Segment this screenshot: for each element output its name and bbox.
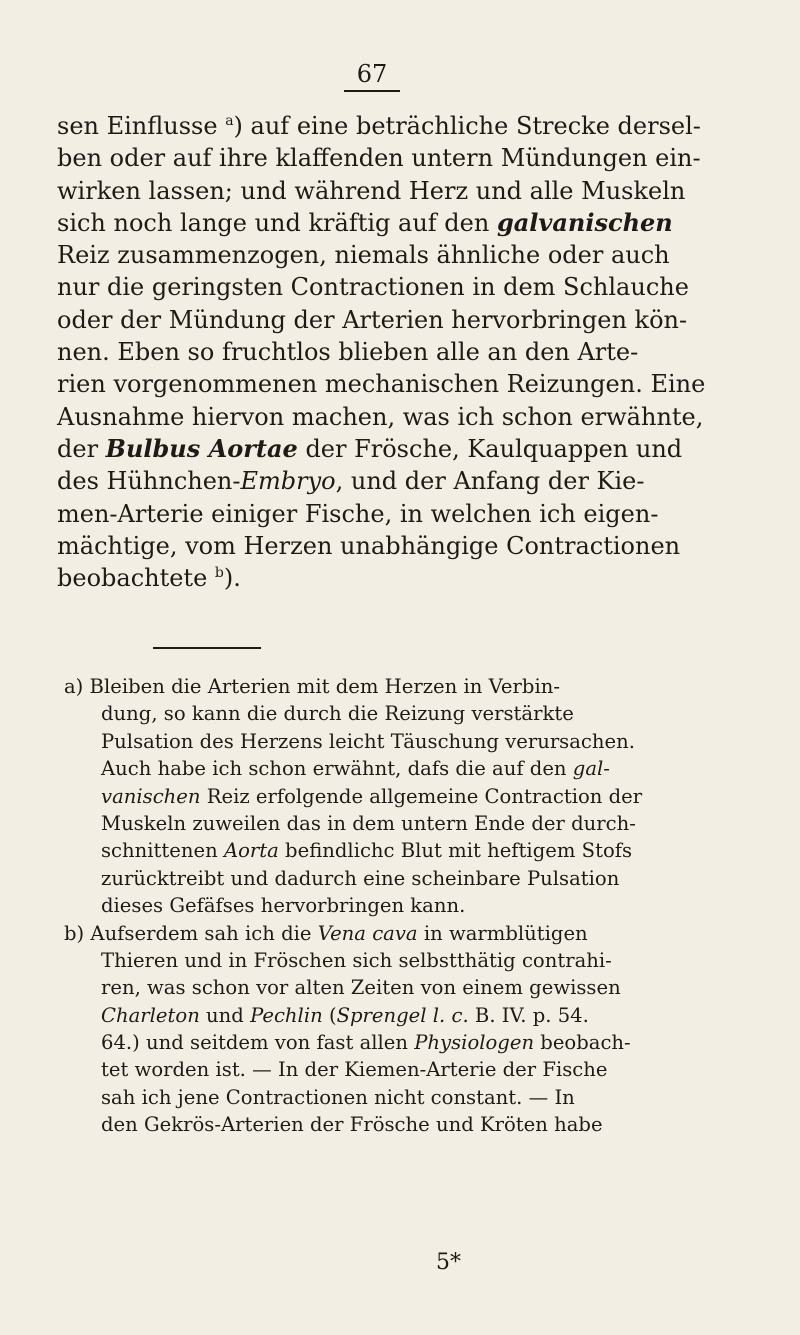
footnote-line: Thieren und in Fröschen sich selbstthätig contrahi- <box>101 948 612 972</box>
emphasis: Charleton <box>101 1003 200 1027</box>
emphasis: Bulbus Aortae <box>105 433 298 463</box>
footnote-line: b) Aufserdem sah ich die Vena cava in warmblütigen <box>64 921 588 945</box>
footnote-line: zurücktreibt und dadurch eine scheinbare Pulsation <box>101 866 620 890</box>
text-line: rien vorgenommenen mechanischen Reizungen. Eine <box>57 370 706 399</box>
footnote-line: Pulsation des Herzens leicht Täuschung verursachen. <box>101 729 635 753</box>
footnote-line: tet worden ist. — In der Kiemen-Arterie der Fische <box>101 1058 608 1082</box>
footnote-ref-a: a <box>225 113 234 129</box>
footnote-line: Auch habe ich schon erwähnt, dafs die auf den gal- <box>101 757 610 781</box>
footnote-line: Charleton und Pechlin (Sprengel l. c. B. IV. p. 54. <box>101 1003 589 1027</box>
emphasis: Pechlin <box>250 1003 323 1027</box>
footnote-line: dieses Gefäfses hervorbringen kann. <box>101 894 466 918</box>
text-line: sich noch lange und kräftig auf den galvanischen <box>57 207 673 237</box>
footnote-line: sah ich jene Contractionen nicht constant. — In <box>101 1085 575 1109</box>
page-number-underline <box>344 90 400 92</box>
text-line: ben oder auf ihre klaffenden untern Mündungen ein- <box>57 144 701 173</box>
emphasis: galvanischen <box>496 207 673 237</box>
text-line: beobachtete $^b$). <box>57 564 241 593</box>
footnote-b <box>64 920 714 1139</box>
footnote-separator <box>153 647 261 649</box>
footnotes <box>64 673 714 1139</box>
footnote-line: schnittenen Aorta befindlichc Blut mit heftigem Stofs <box>101 839 633 863</box>
footnote-line: ren, was schon vor alten Zeiten von einem gewissen <box>101 976 621 1000</box>
text-line: der Bulbus Aortae der Frösche, Kaulquappen und <box>57 433 683 463</box>
emphasis: Embryo <box>240 467 336 496</box>
emphasis: Aorta <box>223 839 279 863</box>
emphasis: vanischen <box>101 784 201 808</box>
footnote-line: a) Bleiben die Arterien mit dem Herzen in Verbin- <box>64 675 560 698</box>
signature-mark: 5* <box>436 1250 461 1275</box>
footnote-ref-b: b <box>214 565 224 582</box>
main-text <box>57 110 707 594</box>
text-line: nur die geringsten Contractionen in dem Schlauche <box>57 273 689 302</box>
emphasis: Vena cava <box>317 921 418 945</box>
emphasis: gal- <box>572 757 610 781</box>
text-line: mächtige, vom Herzen unabhängige Contractionen <box>57 531 681 560</box>
emphasis: Sprengel l. c. <box>336 1003 469 1027</box>
text-line: des Hühnchen-Embryo, und der Anfang der Kie- <box>57 467 645 496</box>
text-line: men-Arterie einiger Fische, in welchen ich eigen- <box>57 499 659 528</box>
text-line: Reiz zusammenzogen, niemals ähnliche oder auch <box>57 241 670 270</box>
footnote-line: dung, so kann die durch die Reizung verstärkte <box>101 702 574 726</box>
text-line: oder der Mündung der Arterien hervorbringen kön- <box>57 305 688 334</box>
emphasis: Physiologen <box>414 1031 535 1055</box>
text-line: sen Einflusse $^a$) auf eine beträchliche Strecke dersel- <box>57 112 701 140</box>
footnote-line: Muskeln zuweilen das in dem untern Ende der durch- <box>101 811 636 835</box>
text-line: Ausnahme hiervon machen, was ich schon erwähnte, <box>57 402 704 431</box>
page-number: 67 <box>356 60 388 88</box>
footnote-line: den Gekrös-Arterien der Frösche und Kröten habe <box>101 1113 603 1137</box>
footnote-line: 64.) und seitdem von fast allen Physiologen beobach- <box>101 1031 631 1055</box>
footnote-line: vanischen Reiz erfolgende allgemeine Contraction der <box>101 784 643 808</box>
text-line: nen. Eben so fruchtlos blieben alle an den Arte- <box>57 338 639 367</box>
footnote-a <box>64 673 714 920</box>
text-line: wirken lassen; und während Herz und alle Muskeln <box>57 176 686 205</box>
